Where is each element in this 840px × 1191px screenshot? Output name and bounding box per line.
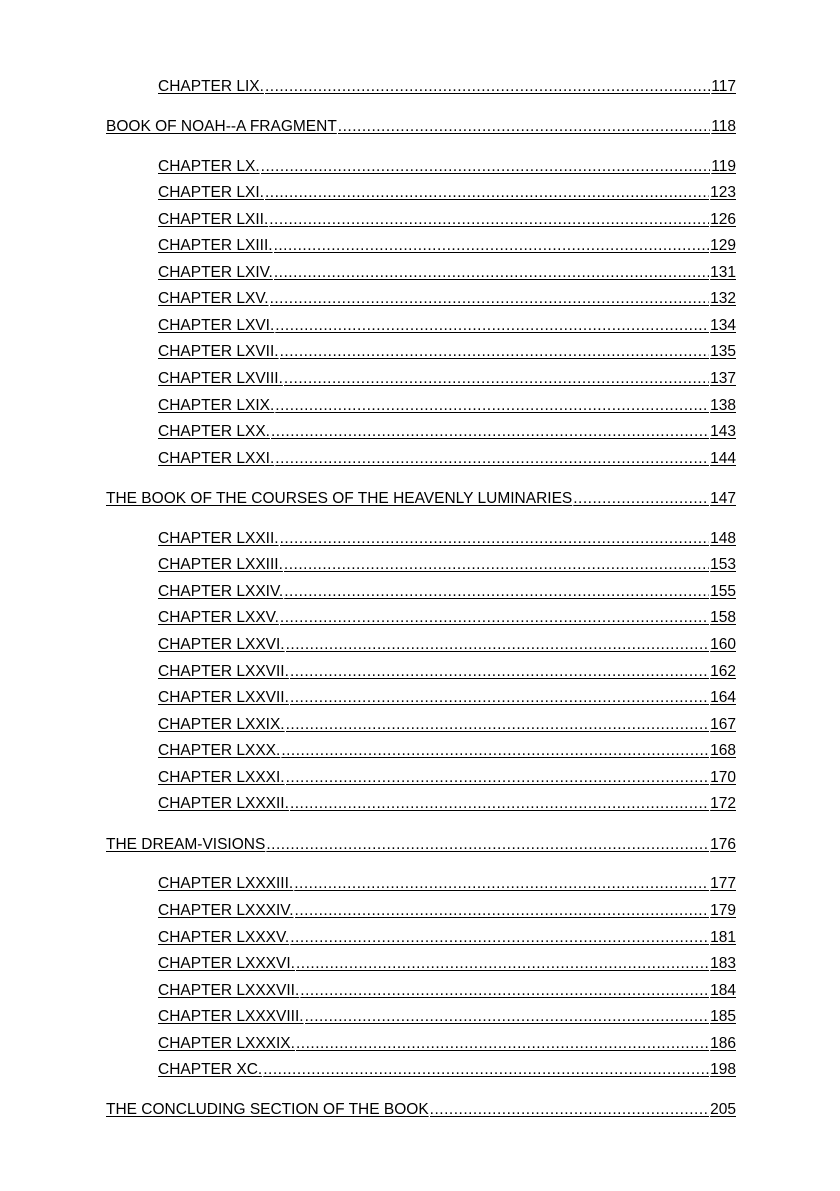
toc-dot-leader — [270, 286, 710, 312]
toc-entry[interactable] — [158, 526, 736, 552]
toc-dot-leader — [280, 339, 710, 365]
toc-entry-page: 186 — [710, 1035, 736, 1052]
toc-dot-leader — [430, 1097, 709, 1123]
toc-entry-title: CHAPTER LXIII. — [158, 237, 273, 254]
toc-entry[interactable] — [106, 486, 736, 512]
toc-entry[interactable] — [158, 1057, 736, 1083]
toc-entry[interactable] — [158, 605, 736, 631]
toc-entry[interactable] — [158, 925, 736, 951]
toc-dot-leader — [286, 765, 710, 791]
toc-dot-leader — [274, 233, 710, 259]
toc-entry-page: 170 — [710, 769, 736, 786]
toc-entry-title: CHAPTER LXXIX. — [158, 716, 285, 733]
toc-entry[interactable] — [158, 712, 736, 738]
toc-entry[interactable] — [158, 154, 736, 180]
toc-entry[interactable] — [158, 393, 736, 419]
toc-entry-title: CHAPTER LXXIV. — [158, 583, 284, 600]
toc-entry[interactable] — [158, 207, 736, 233]
toc-entry[interactable] — [158, 260, 736, 286]
toc-entry-title: CHAPTER LXVIII. — [158, 370, 283, 387]
toc-entry-page: 177 — [710, 875, 736, 892]
toc-dot-leader — [295, 898, 710, 924]
toc-entry[interactable] — [158, 579, 736, 605]
toc-entry[interactable] — [158, 738, 736, 764]
toc-dot-leader — [573, 486, 709, 512]
toc-entry-page: 172 — [710, 795, 736, 812]
toc-entry[interactable] — [158, 552, 736, 578]
toc-entry[interactable] — [158, 1031, 736, 1057]
toc-entry-title: CHAPTER LXXVI. — [158, 636, 285, 653]
toc-dot-leader — [266, 832, 709, 858]
toc-entry[interactable] — [158, 233, 736, 259]
toc-entry[interactable] — [106, 832, 736, 858]
toc-dot-leader — [286, 712, 710, 738]
toc-entry[interactable] — [106, 114, 736, 140]
toc-entry-page: 135 — [710, 343, 736, 360]
toc-entry-page: 167 — [710, 716, 736, 733]
toc-dot-leader — [294, 871, 709, 897]
toc-entry[interactable] — [158, 898, 736, 924]
toc-dot-leader — [296, 951, 709, 977]
toc-entry-title: CHAPTER LXII. — [158, 211, 269, 228]
toc-entry-page: 155 — [710, 583, 736, 600]
toc-entry-title: CHAPTER LXIX. — [158, 397, 275, 414]
toc-dot-leader — [280, 605, 709, 631]
toc-entry-page: 144 — [710, 450, 736, 467]
toc-entry-title: THE CONCLUDING SECTION OF THE BOOK — [106, 1101, 429, 1118]
toc-entry[interactable] — [158, 74, 736, 100]
toc-entry-page: 143 — [710, 423, 736, 440]
toc-entry[interactable] — [158, 871, 736, 897]
toc-dot-leader — [284, 579, 709, 605]
toc-dot-leader — [290, 791, 709, 817]
toc-entry-page: 132 — [710, 290, 736, 307]
toc-entry-title: CHAPTER LXXXVI. — [158, 955, 295, 972]
toc-entry[interactable] — [158, 978, 736, 1004]
toc-entry-title: CHAPTER XC. — [158, 1061, 263, 1078]
toc-entry-title: CHAPTER LXXXIX. — [158, 1035, 295, 1052]
toc-dot-leader — [284, 552, 709, 578]
toc-entry-page: 164 — [710, 689, 736, 706]
toc-entry-page: 185 — [710, 1008, 736, 1025]
toc-entry[interactable] — [158, 632, 736, 658]
toc-dot-leader — [281, 738, 709, 764]
toc-entry-title: CHAPTER LXX. — [158, 423, 270, 440]
toc-entry[interactable] — [158, 685, 736, 711]
toc-entry-page: 205 — [710, 1101, 736, 1118]
toc-dot-leader — [284, 366, 709, 392]
toc-entry[interactable] — [158, 765, 736, 791]
toc-entry-page: 181 — [710, 929, 736, 946]
toc-entry-title: CHAPTER LXXXVII. — [158, 982, 300, 999]
toc-entry-title: CHAPTER LXXIII. — [158, 556, 283, 573]
toc-dot-leader — [275, 393, 709, 419]
toc-entry-page: 129 — [710, 237, 736, 254]
toc-entry-title: BOOK OF NOAH--A FRAGMENT — [106, 118, 337, 135]
toc-dot-leader — [275, 446, 709, 472]
toc-entry-page: 137 — [710, 370, 736, 387]
toc-entry-page: 118 — [711, 118, 736, 135]
toc-entry-title: CHAPTER LXVI. — [158, 317, 275, 334]
toc-entry-page: 184 — [710, 982, 736, 999]
toc-dot-leader — [275, 313, 709, 339]
toc-entry-title: CHAPTER LXV. — [158, 290, 269, 307]
toc-dot-leader — [338, 114, 710, 140]
toc-entry[interactable] — [158, 286, 736, 312]
toc-entry-page: 160 — [710, 636, 736, 653]
toc-entry-title: CHAPTER LXXVII. — [158, 689, 289, 706]
toc-dot-leader — [290, 925, 709, 951]
toc-entry-page: 119 — [711, 158, 736, 175]
toc-dot-leader — [263, 1057, 709, 1083]
toc-entry-title: CHAPTER LXXII. — [158, 530, 279, 547]
toc-entry-page: 153 — [710, 556, 736, 573]
toc-entry[interactable] — [158, 366, 736, 392]
toc-entry-title: CHAPTER LXXX. — [158, 742, 281, 759]
toc-entry-page: 198 — [710, 1061, 736, 1078]
toc-entry[interactable] — [158, 419, 736, 445]
toc-entry-title: CHAPTER LXXXIII. — [158, 875, 294, 892]
toc-dot-leader — [261, 154, 711, 180]
toc-entry-page: 162 — [710, 663, 736, 680]
toc-entry-title: CHAPTER LXXXI. — [158, 769, 285, 786]
toc-entry-page: 179 — [710, 902, 736, 919]
toc-entry-title: CHAPTER LX. — [158, 158, 260, 175]
toc-entry-page: 138 — [710, 397, 736, 414]
toc-entry-page: 131 — [710, 264, 736, 281]
toc-entry[interactable] — [158, 1004, 736, 1030]
toc-entry-title: CHAPTER LXXXIV. — [158, 902, 294, 919]
toc-entry-title: CHAPTER LXXI. — [158, 450, 275, 467]
toc-entry[interactable] — [106, 1097, 736, 1123]
toc-dot-leader — [300, 978, 709, 1004]
toc-dot-leader — [305, 1004, 710, 1030]
toc-entry-title: CHAPTER LXVII. — [158, 343, 279, 360]
toc-entry-title: CHAPTER LXI. — [158, 184, 264, 201]
toc-entry-page: 147 — [710, 490, 736, 507]
toc-dot-leader — [274, 260, 709, 286]
toc-entry-title: THE BOOK OF THE COURSES OF THE HEAVENLY LUMINARIES — [106, 490, 573, 507]
toc-entry[interactable] — [158, 791, 736, 817]
toc-entry[interactable] — [158, 180, 736, 206]
toc-dot-leader — [286, 632, 710, 658]
toc-entry-title: CHAPTER LXXXV. — [158, 929, 290, 946]
toc-entry[interactable] — [158, 313, 736, 339]
toc-entry[interactable] — [158, 339, 736, 365]
toc-entry-page: 168 — [710, 742, 736, 759]
toc-entry[interactable] — [158, 446, 736, 472]
toc-entry-page: 183 — [710, 955, 736, 972]
toc-entry-page: 126 — [710, 211, 736, 228]
toc-dot-leader — [290, 659, 709, 685]
toc-entry-page: 134 — [710, 317, 736, 334]
toc-entry-title: CHAPTER LXXXII. — [158, 795, 289, 812]
toc-entry-title: CHAPTER LIX. — [158, 78, 264, 95]
toc-entry-page: 158 — [710, 609, 736, 626]
toc-dot-leader — [269, 207, 709, 233]
toc-entry-page: 176 — [710, 836, 736, 853]
toc-entry-title: CHAPTER LXXV. — [158, 609, 279, 626]
toc-entry-page: 148 — [710, 530, 736, 547]
toc-dot-leader — [296, 1031, 709, 1057]
toc-entry-title: CHAPTER LXIV. — [158, 264, 273, 281]
toc-entry[interactable] — [158, 659, 736, 685]
toc-dot-leader — [280, 526, 710, 552]
toc-entry-title: THE DREAM-VISIONS — [106, 836, 266, 853]
toc-dot-leader — [265, 180, 709, 206]
toc-dot-leader — [265, 74, 710, 100]
toc-entry-page: 123 — [710, 184, 736, 201]
toc-entry-title: CHAPTER LXXVII. — [158, 663, 289, 680]
toc-entry[interactable] — [158, 951, 736, 977]
toc-dot-leader — [290, 685, 709, 711]
toc-dot-leader — [271, 419, 709, 445]
toc-entry-page: 117 — [711, 78, 736, 95]
toc-entry-title: CHAPTER LXXXVIII. — [158, 1008, 304, 1025]
